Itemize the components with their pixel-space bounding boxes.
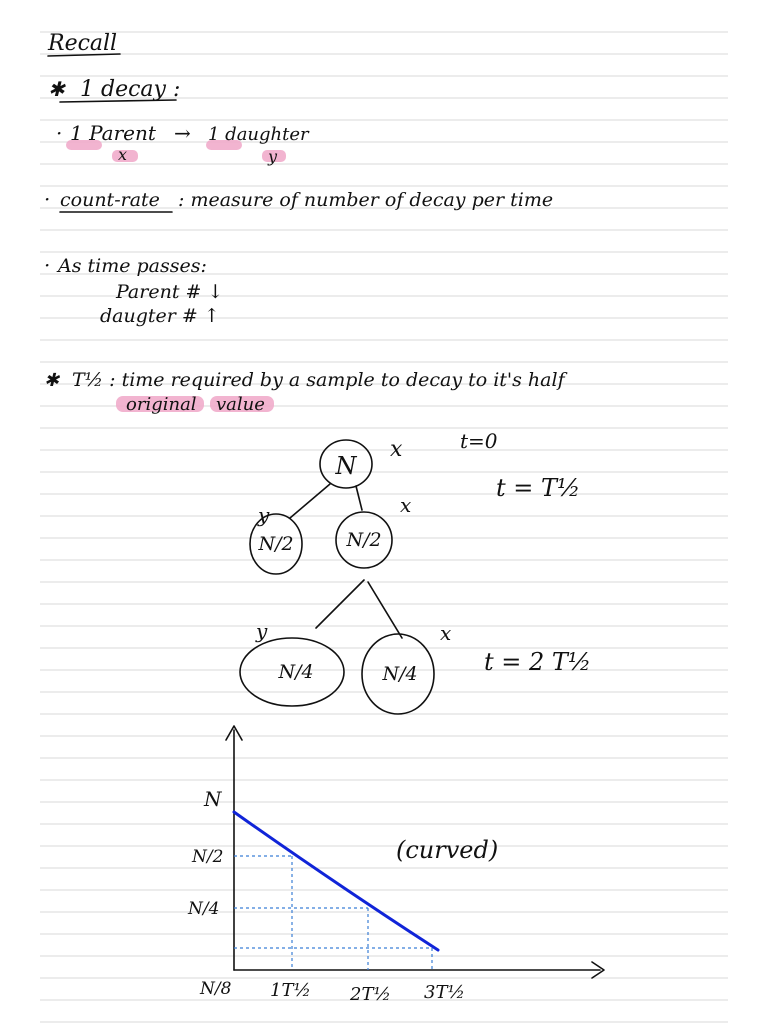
section1-heading: 1 decay : bbox=[80, 77, 181, 102]
tree-branch bbox=[356, 486, 362, 510]
highlight-word-original: original bbox=[126, 394, 197, 415]
y-label-n-half: N/2 bbox=[192, 847, 224, 867]
curve-annotation: (curved) bbox=[396, 836, 499, 864]
count-rate-definition: : measure of number of decay per time bbox=[178, 189, 554, 211]
x-label-2: 2T½ bbox=[350, 984, 391, 1005]
tree-level1-right: N/2 bbox=[346, 529, 382, 551]
y-label-n-quarter: N/4 bbox=[188, 899, 220, 919]
t-2half-label: t = 2 T½ bbox=[484, 648, 592, 676]
daughter-symbol: y bbox=[268, 147, 278, 166]
highlight-word-value: value bbox=[216, 394, 265, 415]
arrow-right-icon: → bbox=[174, 121, 191, 145]
parent-count-line: Parent # ↓ bbox=[116, 281, 224, 303]
decay-curve bbox=[234, 812, 438, 950]
tree-branch bbox=[368, 582, 402, 638]
tree-level2-left-tag: y bbox=[256, 619, 268, 643]
parent-line: 1 Parent bbox=[70, 121, 156, 145]
bullet: · bbox=[44, 253, 51, 277]
tree-level1-left: N/2 bbox=[258, 533, 294, 555]
page-title: Recall bbox=[48, 31, 118, 56]
tree-level1-left-tag: y bbox=[258, 503, 270, 527]
asterisk-icon: ✱ bbox=[44, 370, 60, 391]
count-rate-term: count-rate bbox=[60, 189, 160, 211]
bullet: · bbox=[56, 121, 63, 145]
bullet: · bbox=[44, 187, 51, 211]
tree-root-label: N bbox=[335, 452, 357, 480]
daughter-line: 1 daughter bbox=[208, 124, 309, 145]
tree-branch bbox=[290, 484, 330, 518]
y-label-n-eighth: N/8 bbox=[200, 979, 232, 999]
daughter-count-line: daugter # ↑ bbox=[100, 305, 220, 327]
ruled-lines bbox=[40, 32, 728, 1022]
section2-heading: As time passes: bbox=[58, 255, 207, 277]
tree-level2-left: N/4 bbox=[278, 661, 314, 683]
tree-level2-right: N/4 bbox=[382, 663, 418, 685]
tree-level1-right-tag: x bbox=[400, 493, 412, 517]
section3-heading: T½ : time required by a sample to decay to it's half bbox=[72, 369, 565, 391]
x-label-3: 3T½ bbox=[424, 982, 465, 1003]
t0-label: t=0 bbox=[460, 429, 498, 453]
x-label-1: 1T½ bbox=[270, 980, 311, 1001]
tree-root-tag: x bbox=[390, 437, 403, 462]
tree-level2-right-tag: x bbox=[440, 621, 452, 645]
t-half-label: t = T½ bbox=[496, 474, 581, 502]
decay-graph bbox=[187, 726, 604, 1005]
parent-symbol: x bbox=[118, 145, 128, 164]
asterisk-icon: ✱ bbox=[48, 77, 65, 101]
y-label-n: N bbox=[204, 787, 222, 811]
